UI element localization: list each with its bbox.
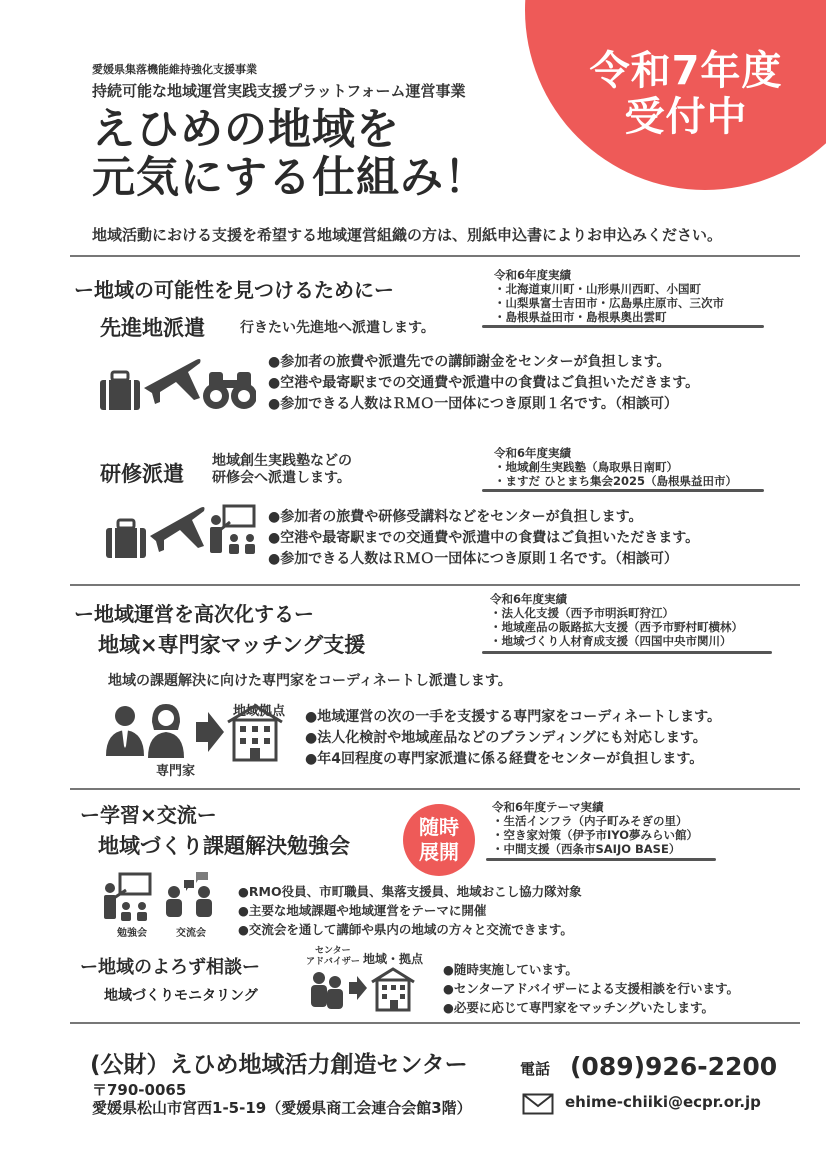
item-note [212,453,352,487]
building-windows [240,726,270,760]
airplane-icon [144,359,201,404]
section3-bullets [238,882,582,939]
intro-text: 地域活動における支援を希望する地域運営組織の方は、別紙申込書によりお申込みください。 [92,226,723,244]
program-title: 持続可能な地域運営実践支援プラットフォーム運営事業 [92,82,466,100]
results-underline [486,858,716,861]
bullet-item: ●空港や最寄駅までの交通費や派遣中の食費はご負担いただきます。 [268,375,700,391]
section2-heading: ー地域運営を高次化するー [74,602,314,626]
businessman-icon [106,706,144,756]
study-session-icon [104,874,150,921]
results-line: ・山梨県富士吉田市・広島県庄原市、三次市 [494,296,724,310]
bullet-item: ●参加者の旅費や研修受講料などをセンターが負担します。 [268,509,643,525]
section1-item2-results [494,446,737,488]
anytime-bubble [403,804,475,876]
street-address: 愛媛県松山市宮西1-5-19（愛媛県商工会連合会館3階） [92,1099,472,1117]
postal-code: 〒790-0065 [92,1081,187,1099]
section4-heading: ー地域のよろず相談ー [80,957,260,978]
section3-title: 地域づくり課題解決勉強会 [98,834,350,858]
binoculars-icon [203,372,256,409]
label-expert: 専門家 [156,764,196,779]
results-heading: 令和6年度実績 [494,268,572,282]
tel-label: 電話 [520,1060,551,1078]
arrow-right-icon [349,976,367,1000]
bullet-item: ●随時実施しています。 [443,962,578,977]
airplane-icon [150,507,205,552]
item-note: 行きたい先進地へ派遣します。 [240,320,435,336]
section4-bullets [443,960,739,1017]
section2-results [490,592,743,648]
results-line: ・地域創生実践塾（鳥取県日南町） [494,460,678,474]
footer-org: (公財）えひめ地域活力創造センター [90,1052,468,1078]
bullet-item: ●交流会を通して講師や県内の地域の方々と交流できます。 [238,922,573,937]
exchange-meeting-icon [166,872,212,917]
bullet-item: ●センターアドバイザーによる支援相談を行います。 [443,981,740,996]
consultation-illustration [305,966,425,1012]
results-line: ・中間支援（西条市SAIJO BASE） [492,842,681,856]
section3-results [492,800,698,856]
results-underline [482,325,764,328]
woman-icon [148,704,184,758]
section2-bullets [305,707,721,770]
label-center: センター [315,946,351,956]
main-title-line1: えひめの地域を [92,105,400,155]
item-title-senshinchi: 先進地派遣 [100,316,205,340]
suitcase-icon [100,372,140,410]
item-title-kenshu: 研修派遣 [100,462,184,486]
results-line: ・島根県益田市・島根県奥出雲町 [494,310,667,324]
section4-title: 地域づくりモニタリング [104,988,258,1004]
badge-line1: 令和7年度 [589,48,783,94]
bullet-item: ●RMO役員、市町職員、集落支援員、地域おこし協力隊対象 [238,884,582,899]
expert-matching-illustration [100,700,300,764]
reception-badge [566,48,806,140]
section2-title: 地域×専門家マッチング支援 [98,633,366,657]
bullet-item: ●必要に応じて専門家をマッチングいたします。 [443,1000,715,1015]
label-region-base: 地域・拠点 [363,952,424,966]
results-line: ・空き家対策（伊予市IYO夢みらい館） [492,828,698,842]
results-heading: 令和6年度テーマ実績 [492,800,604,814]
arrow-right-icon [196,712,224,752]
bullet-item: ●参加できる人数はＲＭＯ一団体につき原則１名です。（相談可） [268,396,678,412]
section3-heading: ー学習×交流ー [80,803,217,827]
section1-item1-results [494,268,724,324]
bubble-line1: 随時 [419,815,459,839]
bullet-item: ●地域運営の次の一手を支援する専門家をコーディネートします。 [305,709,721,725]
results-line: ・地域づくり人材育成支援（四国中央市関川） [490,634,732,648]
bullet-item: ●法人化検討や地域産品などのブランディングにも対応します。 [305,730,707,746]
divider [70,255,800,257]
section1-heading: ー地域の可能性を見つけるためにー [74,278,394,302]
label-exchange: 交流会 [176,928,206,939]
results-line: ・生活インフラ（内子町みそぎの里） [492,814,688,828]
bullet-item: ●主要な地域課題や地域運営をテーマに開催 [238,903,487,918]
tel-number[interactable]: (089)926-2200 [570,1052,778,1081]
advisor-group-icon [311,972,343,1009]
results-heading: 令和6年度実績 [490,592,568,606]
section1-item2-bullets [268,507,699,570]
bullet-item: ●参加者の旅費や派遣先での講師謝金をセンターが負担します。 [268,354,671,370]
label-advisor: アドバイザー [306,957,360,967]
suitcase-icon [106,520,146,558]
badge-line2: 受付中 [624,94,748,140]
footer-address [92,1081,472,1117]
email-link[interactable]: ehime-chiiki@ecpr.or.jp [565,1093,761,1111]
building-windows [382,985,405,1010]
divider [70,584,800,586]
main-title-line2: 元気にする仕組み！ [92,153,488,203]
results-line: ・法人化支援（西予市明浜町狩江） [490,606,674,620]
results-line: ・ますだ ひとまち集会2025（島根県益田市） [494,474,738,488]
label-study: 勉強会 [117,928,147,939]
note-line: 研修会へ派遣します。 [212,470,351,486]
label-base: 地域拠点 [233,704,286,719]
mail-icon [522,1093,554,1115]
note-line: 地域創生実践塾などの [212,453,352,469]
bubble-line2: 展開 [419,840,459,864]
lecture-icon [210,506,255,554]
divider [70,1022,800,1024]
travel-training-illustration [104,500,264,564]
divider [70,788,800,790]
results-underline [482,489,764,492]
travel-binoculars-illustration [96,350,256,416]
main-title [92,106,488,202]
results-heading: 令和6年度実績 [494,446,572,460]
bullet-item: ●空港や最寄駅までの交通費や派遣中の食費はご負担いただきます。 [268,530,700,546]
section1-item1-bullets [268,352,699,415]
bullet-item: ●参加できる人数はＲＭＯ一団体につき原則１名です。（相談可） [268,551,678,567]
study-exchange-illustration [100,870,220,922]
bullet-item: ●年4回程度の専門家派遣に係る経費をセンターが負担します。 [305,751,704,767]
org-small-text: 愛媛県集落機能維持強化支援事業 [92,63,257,76]
section2-note: 地域の課題解決に向けた専門家をコーディネートし派遣します。 [108,673,512,689]
results-line: ・地域産品の販路拡大支援（西予市野村町横林） [490,620,743,634]
results-line: ・北海道東川町・山形県川西町、小国町 [494,282,701,296]
results-underline [482,651,772,654]
